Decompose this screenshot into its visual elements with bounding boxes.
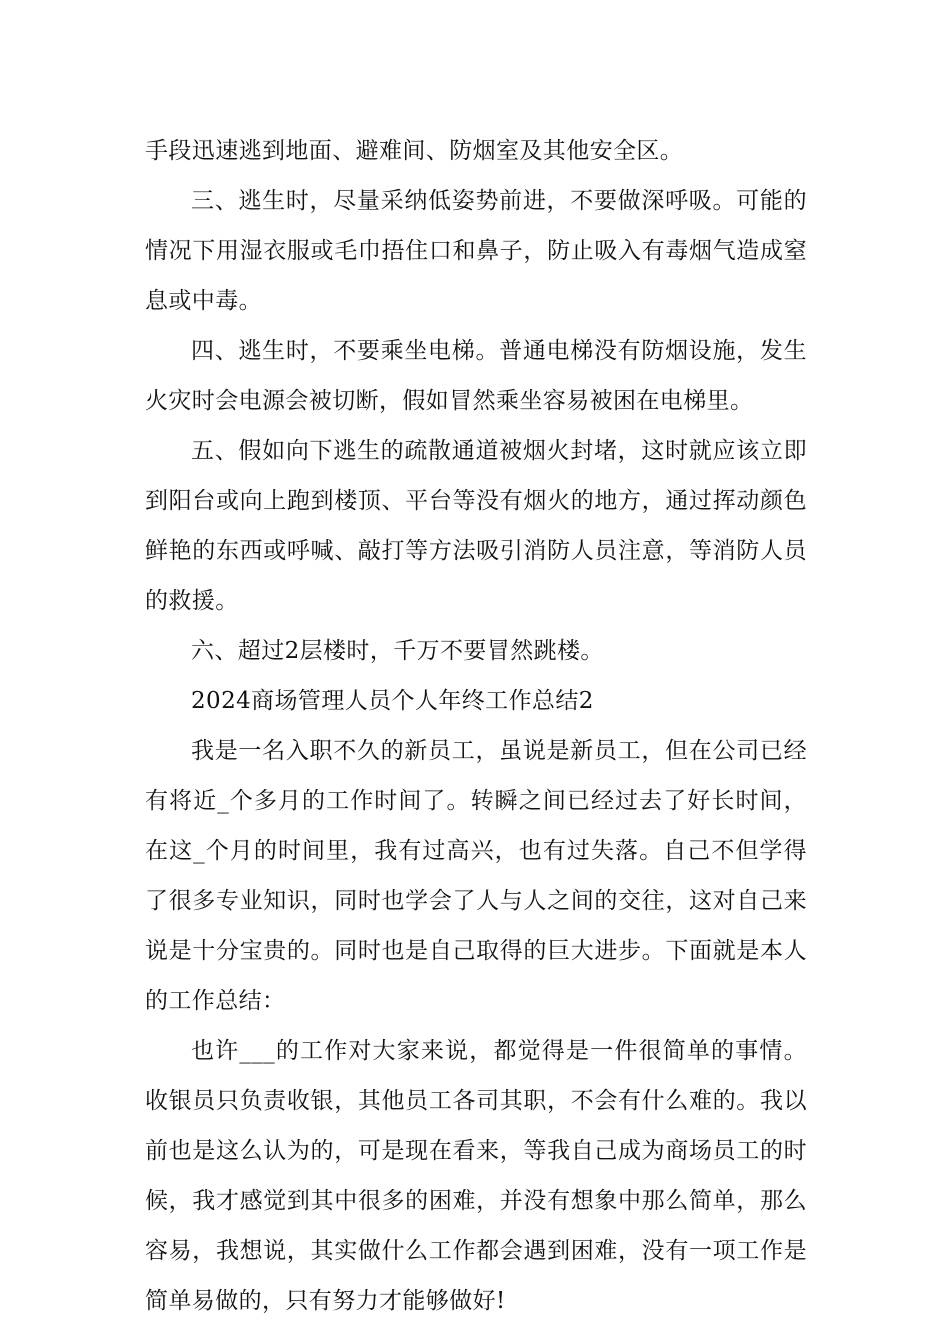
paragraph-work-reflection: 也许___的工作对大家来说，都觉得是一件很简单的事情。收银员只负责收银，其他员工各司其职，不会有什么难的。我以前也是这么认为的，可是现在看来，等我自己成为商场员工的时候，我才感觉到其中很多的困难，并没有想象中那么简单，那么容易，我想说，其实做什么工作都会遇到困难，没有一项工作是简单易做的，只有努力才能够做好! bbox=[145, 1038, 807, 1314]
paragraph-intro: 我是一名入职不久的新员工，虽说是新员工，但在公司已经有将近_个多月的工作时间了。转瞬之间已经过去了好长时间，在这_个月的时间里，我有过高兴，也有过失落。自己不但学得了很多专业知识，同时也学会了人与人之间的交往，这对自己来说是十分宝贵的。同时也是自己取得的巨大进步。下面就是本人的工作总结： bbox=[145, 738, 807, 1014]
paragraph-point-four: 四、逃生时，不要乘坐电梯。普通电梯没有防烟设施，发生火灾时会电源会被切断，假如冒然乘坐容易被困在电梯里。 bbox=[145, 338, 807, 414]
paragraph-point-six: 六、超过2层楼时，千万不要冒然跳楼。 bbox=[191, 638, 604, 664]
paragraph-point-three: 三、逃生时，尽量采纳低姿势前进，不要做深呼吸。可能的情况下用湿衣服或毛巾捂住口和鼻子，防止吸入有毒烟气造成窒息或中毒。 bbox=[145, 188, 807, 314]
paragraph-continuation: 手段迅速逃到地面、避难间、防烟室及其他安全区。 bbox=[145, 138, 684, 164]
paragraph-point-five: 五、假如向下逃生的疏散通道被烟火封堵，这时就应该立即到阳台或向上跑到楼顶、平台等没有烟火的地方，通过挥动颜色鲜艳的东西或呼喊、敲打等方法吸引消防人员注意，等消防人员的救援。 bbox=[145, 438, 807, 614]
section-heading: 2024商场管理人员个人年终工作总结2 bbox=[191, 688, 594, 714]
document-body bbox=[145, 126, 807, 1326]
